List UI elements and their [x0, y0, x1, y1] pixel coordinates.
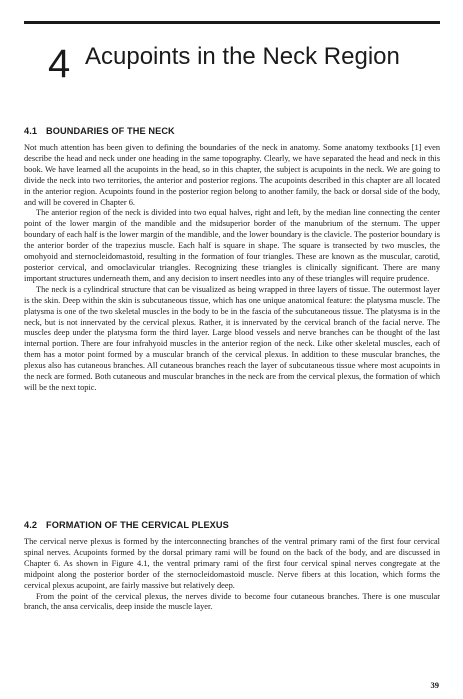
section-body-4-2	[24, 537, 440, 613]
section-title: FORMATION OF THE CERVICAL PLEXUS	[46, 520, 229, 530]
section-heading-4-1	[24, 126, 175, 136]
section-heading-4-2	[24, 520, 229, 530]
section-number: 4.1	[24, 126, 38, 136]
section-title: BOUNDARIES OF THE NECK	[46, 126, 175, 136]
paragraph: The anterior region of the neck is divided into two equal halves, right and left, by the median line connecting the center point of the lower margin of the mandible and the midsuperior border of the manubrium of the sternum. The upper boundary of each half is the lower margin of the mandible, and the lower boundary is the clavicle. The posterior boundary is the anterior border of the trapezius muscle. Each half is square in shape. The square is transected by two muscles, the omohyoid and sternocleidomastoid, resulting in the formation of four triangles. These are known as the muscular, carotid, posterior cervical, and omoclavicular triangles. Recognizing these triangles is clinically significant. There are many important structures underneath them, and any decision to insert needles into any of these triangles will require prudence.	[24, 208, 440, 283]
paragraph: From the point of the cervical plexus, the nerves divide to become four cutaneous branches. There is one muscular branch, the ansa cervicalis, deep inside the muscle layer.	[24, 591, 440, 612]
chapter-top-rule	[24, 21, 440, 24]
chapter-header	[48, 38, 440, 88]
page-number: 39	[430, 680, 439, 690]
section-number: 4.2	[24, 520, 38, 530]
paragraph: The cervical nerve plexus is formed by the interconnecting branches of the ventral primary rami of the first four cervical spinal nerves. Acupoints formed by the dorsal primary rami will be found on the back of the body, and are discussed in Chapter 6. As shown in Figure 4.1, the ventral primary rami of the first four cervical spinal nerves congregate at the midpoint along the posterior border of the sternocleidomastoid muscle. Nerve fibers at this location, which forms the cervical plexus acupoint, are fairly massive but relatively deep.	[24, 537, 440, 590]
paragraph: Not much attention has been given to defining the boundaries of the neck in anatomy. Some anatomy textbooks [1] even describe the head and neck under one heading in the same topography. Clearly, we have separated the head and neck in this book. We have learned all the acupoints in the head, so in this chapter, the subject is acupoints in the neck. We are going to divide the neck into two territories, the anterior and posterior regions. The acupoints described in this chapter are all located in the anterior region. Acupoints found in the posterior region belong to another family, the back or dorsal side of the body, and will be covered in Chapter 6.	[24, 143, 440, 207]
chapter-title: Acupoints in the Neck Region	[85, 43, 400, 70]
chapter-number: 4	[48, 42, 71, 86]
paragraph: The neck is a cylindrical structure that can be visualized as being wrapped in three layers of tissue. The outermost layer is the skin. Deep within the skin is subcutaneous tissue, which has one unique anatomical feature: the platysma muscle. The platysma is one of the two skeletal muscles in the body to be in the fascia of the subcutaneous tissue. The platysma is in the neck, but is not innervated by the cervical plexus. Rather, it is innervated by the cervical branch of the facial nerve. The muscles deep under the platysma form the third layer. Large blood vessels and nerve branches can be thought of the last internal portion. There are four infrahyoid muscles in the anterior region of the neck. Like other skeletal muscles, each of them has a motor point formed by a muscular branch of the cervical plexus. In addition to these muscular branches, the plexus also has cutaneous branches. All cutaneous branches reach the layer of subcutaneous tissue where most acupoints in the neck are formed. Both cutaneous and muscular branches in the neck are from the cervical plexus, the formation of which will be the next topic.	[24, 284, 440, 392]
section-body-4-1	[24, 143, 440, 394]
